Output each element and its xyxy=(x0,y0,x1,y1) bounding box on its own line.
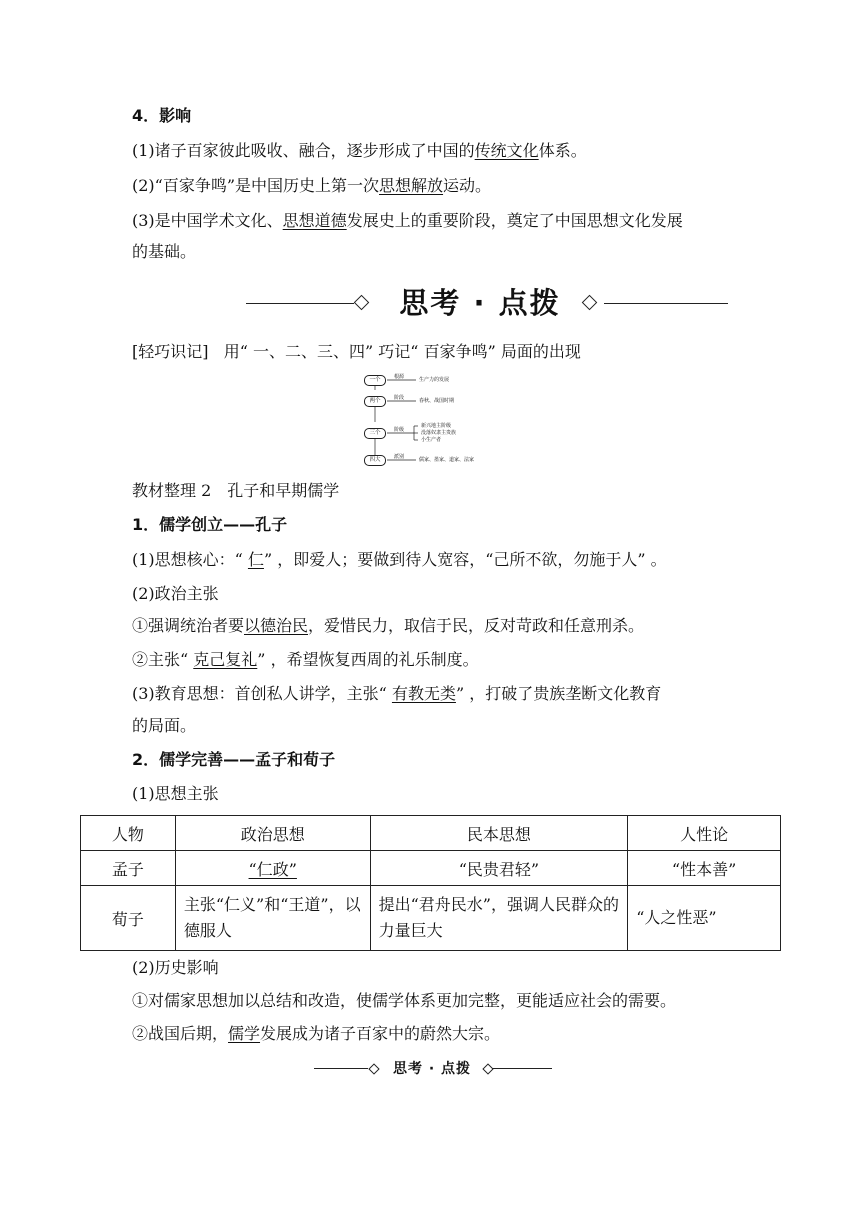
mind-map-item: 生产力的发展 xyxy=(419,377,450,383)
table-cell: 荀子 xyxy=(81,886,176,951)
paragraph: (2)“百家争鸣”是中国历史上第一次思想解放运动。 xyxy=(132,176,492,195)
table-cell: 提出“君舟民水”，强调人民群众的力量巨大 xyxy=(370,886,628,951)
mind-map-item: 没落奴隶主贵族 xyxy=(421,430,457,436)
mind-map-connectors xyxy=(364,370,514,470)
table-header: 政治思想 xyxy=(175,816,370,851)
section-heading: 4．影响 xyxy=(132,106,192,125)
table-row xyxy=(81,851,781,886)
paragraph: (1)诸子百家彼此吸收、融合，逐步形成了中国的传统文化体系。 xyxy=(132,141,587,160)
key-term: 儒学 xyxy=(228,1024,261,1043)
paragraph: (2)政治主张 xyxy=(132,584,219,603)
section-banner-small xyxy=(314,1060,552,1078)
paragraph: ①对儒家思想加以总结和改造，使儒学体系更加完整，更能适应社会的需要。 xyxy=(132,991,677,1010)
paragraph: (3)是中国学术文化、思想道德发展史上的重要阶段，奠定了中国思想文化发展 xyxy=(132,211,683,230)
tip-label: [轻巧识记] xyxy=(132,342,209,361)
memory-tip xyxy=(132,342,581,362)
paragraph: (1)思想核心：“ 仁” ，即爱人；要做到待人宽容，“己所不欲，勿施于人” 。 xyxy=(132,550,667,569)
section-heading: 1．儒学创立——孔子 xyxy=(132,515,288,534)
paragraph: (3)教育思想：首创私人讲学，主张“ 有教无类” ，打破了贵族垄断文化教育 xyxy=(132,684,662,703)
banner-title: 思考 · 点拨 xyxy=(392,1061,472,1077)
mind-map-tag: 阶段 xyxy=(394,395,405,401)
key-term: 思想道德 xyxy=(282,211,347,230)
banner-rule xyxy=(604,303,728,304)
diamond-icon xyxy=(582,295,598,311)
key-term: 思想解放 xyxy=(379,176,444,195)
mind-map-item: 春秋、战国时期 xyxy=(419,398,455,404)
paragraph: (1)思想主张 xyxy=(132,784,219,803)
mind-map-item: 儒家、墨家、道家、法家 xyxy=(419,457,475,463)
mind-map-tag: 根源 xyxy=(394,374,405,380)
table-cell: “仁政” xyxy=(175,851,370,886)
banner-rule xyxy=(314,1068,368,1069)
banner-rule xyxy=(246,303,354,304)
table-row xyxy=(81,886,781,951)
table-cell: 主张“仁义”和“王道”，以德服人 xyxy=(175,886,370,951)
mind-map-tag: 派别 xyxy=(394,454,405,460)
tip-text: 用“ 一、二、三、四” 巧记“ 百家争鸣” 局面的出现 xyxy=(223,342,581,361)
key-term: 传统文化 xyxy=(474,141,539,160)
paragraph: ①强调统治者要以德治民，爱惜民力，取信于民，反对苛政和任意刑杀。 xyxy=(132,616,645,635)
banner-title: 思考 · 点拨 xyxy=(399,286,561,320)
paragraph: ②战国后期，儒学发展成为诸子百家中的蔚然大宗。 xyxy=(132,1024,501,1043)
table-header-row xyxy=(81,816,781,851)
mind-map-node: 三个 xyxy=(364,428,386,439)
table-cell: 孟子 xyxy=(81,851,176,886)
section-banner xyxy=(246,284,728,324)
banner-rule xyxy=(492,1068,552,1069)
mind-map-item: 小生产者 xyxy=(421,437,442,443)
mind-map-diagram xyxy=(364,370,514,470)
mind-map-node: 四大 xyxy=(364,455,386,466)
comparison-table xyxy=(80,815,781,951)
table-header: 人物 xyxy=(81,816,176,851)
table-cell: “人之性恶” xyxy=(628,886,781,951)
table-cell: “民贵君轻” xyxy=(370,851,628,886)
section-heading: 2．儒学完善——孟子和荀子 xyxy=(132,750,336,769)
mind-map-item: 新兴地主阶级 xyxy=(421,423,452,429)
paragraph: 的局面。 xyxy=(132,716,197,735)
paragraph: (2)历史影响 xyxy=(132,958,219,977)
paragraph: ②主张“ 克己复礼” ，希望恢复西周的礼乐制度。 xyxy=(132,650,479,669)
key-term: 克己复礼 xyxy=(193,650,258,669)
paragraph: 的基础。 xyxy=(132,242,197,261)
key-term: 有教无类 xyxy=(391,684,456,703)
diamond-icon xyxy=(368,1063,379,1074)
diamond-icon xyxy=(482,1063,493,1074)
mind-map-node: 一个 xyxy=(364,375,386,386)
key-term: 仁 xyxy=(247,550,264,569)
key-term: 以德治民 xyxy=(244,616,309,635)
material-title: 教材整理 2 孔子和早期儒学 xyxy=(132,481,340,500)
mind-map-tag: 阶级 xyxy=(394,427,405,433)
diamond-icon xyxy=(354,295,370,311)
table-header: 民本思想 xyxy=(370,816,628,851)
table-header: 人性论 xyxy=(628,816,781,851)
table-cell: “性本善” xyxy=(628,851,781,886)
mind-map-node: 两个 xyxy=(364,396,386,407)
